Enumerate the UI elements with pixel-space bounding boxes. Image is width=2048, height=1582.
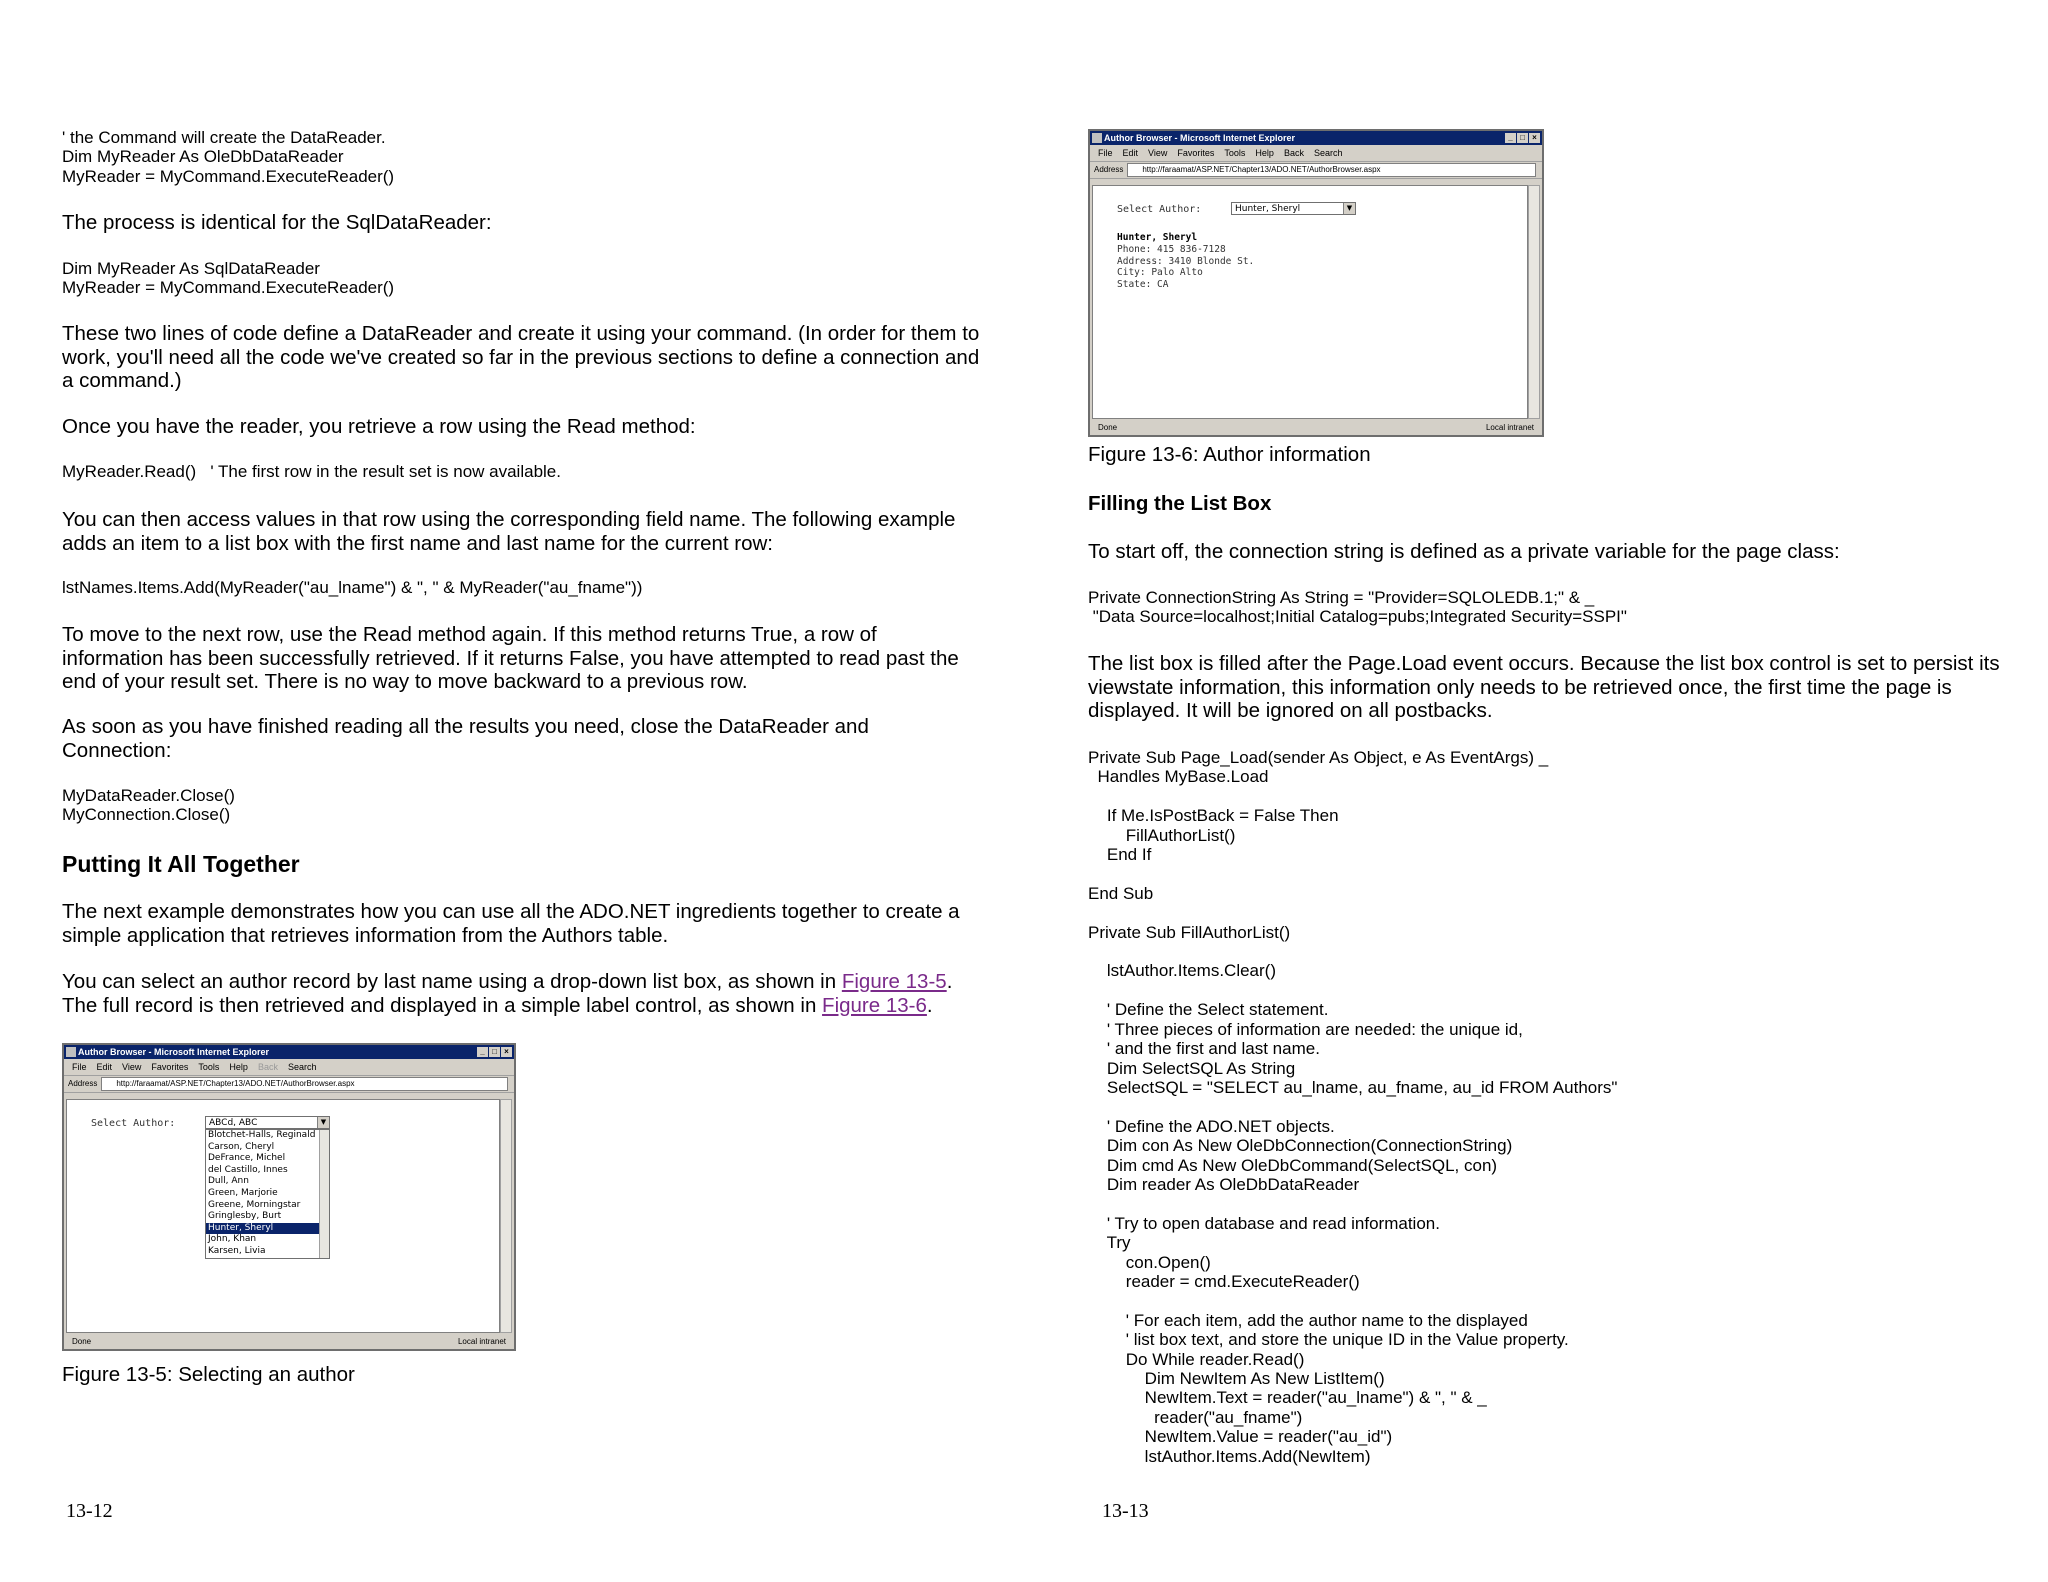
menu-view: View [1148, 148, 1168, 158]
toolbar-search: Search [1313, 148, 1343, 158]
chevron-down-icon: ▼ [1343, 203, 1355, 214]
code-block-sql-reader: Dim MyReader As SqlDataReader MyReader = MyCommand.ExecuteReader() [62, 259, 395, 298]
list-item: Green, Marjorie [208, 1187, 278, 1198]
minimize-icon: _ [1505, 133, 1516, 143]
menu-view: View [122, 1062, 142, 1072]
window-titlebar [1090, 131, 1542, 145]
status-bar [1092, 421, 1540, 434]
code-block-connection-string: Private ConnectionString As String = "Provider=SQLOLEDB.1;" & _ "Data Source=localhost;Initial Catalog=pubs;Integrated Security=SSPI" [1088, 588, 1627, 627]
list-item: Dull, Ann [208, 1176, 249, 1187]
toolbar-back: Back [257, 1062, 278, 1072]
heading-filling-the-list-box: Filling the List Box [1088, 492, 1272, 515]
paragraph-next-row: To move to the next row, use the Read method again. If this method returns True, a row of information has been successfully retrieved. If it returns False, you have attempted to read past the end of your result set. There is no way to move backward to a previous row. [62, 623, 959, 693]
author-info-details: Phone: 415 836-7128 Address: 3410 Blonde St. City: Palo Alto State: CA [1117, 244, 1255, 290]
address-field: http://faraamat/ASP.NET/Chapter13/ADO.NET/AuthorBrowser.aspx [101, 1077, 508, 1091]
author-listbox [205, 1129, 330, 1259]
paragraph-read-method: Once you have the reader, you retrieve a row using the Read method: [62, 415, 696, 438]
author-dropdown [205, 1116, 330, 1129]
paragraph-figure-refs-text-c: The full record is then retrieved and displayed in a simple label control, as shown in [62, 993, 823, 1017]
close-icon: × [501, 1047, 512, 1057]
page-number-right: 13-13 [1102, 1500, 1149, 1522]
window-title: Author Browser - Microsoft Internet Explorer [1104, 133, 1296, 143]
paragraph-figure-refs [62, 970, 952, 1017]
paragraph-example-intro: The next example demonstrates how you can use all the ADO.NET ingredients together to create a simple application that retrieves information from the Authors table. [62, 900, 960, 947]
author-dropdown [1231, 202, 1356, 215]
window-title: Author Browser - Microsoft Internet Explorer [78, 1047, 270, 1057]
menu-help: Help [229, 1062, 248, 1072]
status-bar [66, 1335, 512, 1348]
list-item: del Castillo, Innes [208, 1164, 288, 1175]
figure-13-6-screenshot [1088, 129, 1544, 437]
paragraph-page-load: The list box is filled after the Page.Load event occurs. Because the list box control is set to persist its viewstate information, this information only needs to be retrieved once, the first time the page is displayed. It will be ignored on all postbacks. [1088, 652, 2000, 722]
window-titlebar [64, 1045, 514, 1059]
select-author-label: Select Author: [91, 1118, 176, 1129]
status-done: Done [72, 1337, 92, 1346]
browser-content [1092, 185, 1528, 419]
menu-bar [1090, 145, 1542, 162]
toolbar-search: Search [287, 1062, 317, 1072]
heading-putting-it-all-together: Putting It All Together [62, 851, 300, 877]
status-done: Done [1098, 423, 1118, 432]
list-item: Carson, Cheryl [208, 1141, 275, 1152]
paragraph-define-reader: These two lines of code define a DataReader and create it using your command. (In order for them to work, you'll need all the code we've created so far in the previous sections to define a connection and a command.) [62, 322, 980, 392]
select-author-label: Select Author: [1117, 204, 1202, 215]
paragraph-field-access: You can then access values in that row using the corresponding field name. The following example adds an item to a list box with the first name and last name for the current row: [62, 508, 956, 555]
menu-tools: Tools [198, 1062, 220, 1072]
browser-content [66, 1099, 500, 1333]
address-bar [1090, 162, 1542, 179]
address-label: Address [1094, 165, 1124, 174]
author-info-name: Hunter, Sheryl [1117, 232, 1198, 243]
close-icon: × [1529, 133, 1540, 143]
figure-13-6-caption: Figure 13-6: Author information [1088, 443, 1371, 466]
figure-13-5-caption: Figure 13-5: Selecting an author [62, 1363, 355, 1386]
listbox-scrollbar [319, 1130, 329, 1258]
list-item: Gringlesby, Burt [208, 1211, 282, 1222]
menu-help: Help [1255, 148, 1274, 158]
ie-icon [1092, 133, 1102, 143]
paragraph-connection-string: To start off, the connection string is defined as a private variable for the page class: [1088, 540, 1840, 563]
minimize-icon: _ [477, 1047, 488, 1057]
menu-tools: Tools [1224, 148, 1246, 158]
author-dropdown-value: ABCd, ABC [209, 1118, 258, 1128]
menu-bar [64, 1059, 514, 1076]
paragraph-sqldatareader: The process is identical for the SqlDataReader: [62, 211, 492, 234]
menu-favorites: Favorites [151, 1062, 189, 1072]
figure-13-5-link[interactable]: Figure 13-5 [841, 970, 947, 993]
address-field: http://faraamat/ASP.NET/Chapter13/ADO.NET/AuthorBrowser.aspx [1127, 163, 1536, 177]
status-zone: Local intranet [457, 1337, 506, 1346]
address-label: Address [68, 1079, 98, 1088]
list-item-selected: Hunter, Sheryl [206, 1223, 329, 1235]
browser-scrollbar [1528, 185, 1540, 419]
code-block-items-add: lstNames.Items.Add(MyReader("au_lname") & ", " & MyReader("au_fname")) [62, 578, 643, 597]
paragraph-figure-refs-text-d: . [926, 993, 933, 1017]
toolbar-back: Back [1283, 148, 1304, 158]
list-item: Greene, Morningstar [208, 1199, 301, 1210]
chevron-down-icon: ▼ [317, 1117, 329, 1128]
page-number-left: 13-12 [66, 1500, 113, 1522]
list-item: Karsen, Livia [208, 1245, 266, 1256]
code-block-close: MyDataReader.Close() MyConnection.Close() [62, 786, 235, 825]
browser-scrollbar [500, 1099, 512, 1333]
address-bar [64, 1076, 514, 1093]
list-item: Blotchet-Halls, Reginald [208, 1130, 316, 1140]
maximize-icon: □ [1517, 133, 1528, 143]
figure-13-5-screenshot [62, 1043, 516, 1351]
list-item: John, Khan [208, 1234, 257, 1245]
figure-13-6-link[interactable]: Figure 13-6 [822, 993, 927, 1017]
menu-favorites: Favorites [1177, 148, 1215, 158]
menu-file: File [1098, 148, 1113, 158]
paragraph-figure-refs-text-b: . [946, 970, 953, 993]
ie-icon [66, 1047, 76, 1057]
list-item: DeFrance, Michel [208, 1153, 286, 1164]
paragraph-figure-refs-text-a: You can select an author record by last name using a drop-down list box, as shown in [62, 970, 842, 993]
menu-file: File [72, 1062, 87, 1072]
menu-edit: Edit [1122, 148, 1139, 158]
maximize-icon: □ [489, 1047, 500, 1057]
status-zone: Local intranet [1485, 423, 1534, 432]
code-block-read: MyReader.Read() ' The first row in the result set is now available. [62, 462, 561, 481]
author-dropdown-value: Hunter, Sheryl [1235, 204, 1301, 214]
code-block-oledb-reader: ' the Command will create the DataReader. Dim MyReader As OleDbDataReader MyReader = MyCommand.ExecuteReader() [62, 128, 395, 186]
code-block-fill-author-list: Private Sub Page_Load(sender As Object, e As EventArgs) _ Handles MyBase.Load If Me.IsPostBack = False Then FillAuthorList() End If End Sub Private Sub FillAuthorList() lstAuthor.Items.Clear() ' Define the Select statement. ' Three pieces of information are needed: the unique id, ' and the first and last name. Dim SelectSQL As String SelectSQL = "SELECT au_lname, au_fname, au_id FROM Authors" ' Define the ADO.NET objects. Dim con As New OleDbConnection(ConnectionString) Dim cmd As New OleDbCommand(SelectSQL, con) Dim reader As OleDbDataReader ' Try to open database and read information. Try con.Open() reader = cmd.ExecuteReader() ' For each item, add the author name to the displayed ' list box text, and store the unique ID in the Value property. Do While reader.Read() Dim NewItem As New ListItem() NewItem.Text = reader("au_lname") & ", " & _ reader("au_fname") NewItem.Value = reader("au_id") lstAuthor.Items.Add(NewItem) [1088, 748, 1618, 1466]
menu-edit: Edit [96, 1062, 113, 1072]
paragraph-close: As soon as you have finished reading all the results you need, close the DataReader and Connection: [62, 715, 869, 762]
